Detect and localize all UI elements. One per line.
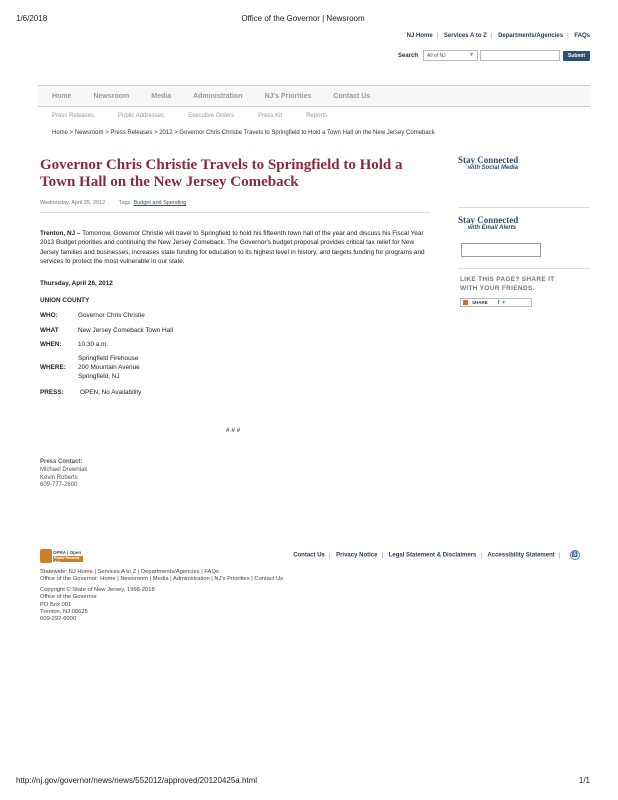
detail-value: Governor Chris Christie: [78, 312, 145, 319]
footer-link-accessibility[interactable]: Accessibility Statement: [487, 552, 555, 559]
share-prompt-line: WITH YOUR FRIENDS.: [460, 284, 535, 292]
end-marker: # # #: [226, 427, 241, 434]
search-submit-button[interactable]: Submit: [563, 51, 590, 61]
detail-key: WHEN:: [40, 341, 62, 348]
detail-key: PRESS:: [40, 389, 64, 396]
footer-statewide[interactable]: Statewide: NJ Home | Services A to Z | Departments/Agencies | FAQs: [40, 569, 219, 575]
breadcrumb[interactable]: Home > Newsroom > Press Releases > 2012 > Governor Chris Christie Travels to Springfield to Hold a Town Hall on the New Jersey Comeback: [52, 130, 435, 136]
tags-label: Tags:: [118, 200, 132, 206]
detail-value: OPEN, No Availability: [80, 389, 142, 396]
nav-newsroom[interactable]: Newsroom: [93, 92, 130, 100]
main-nav: [38, 85, 590, 107]
share-label: SHARE: [472, 300, 488, 305]
search-label: Search: [398, 52, 419, 59]
nav-priorities[interactable]: NJ's Priorities: [264, 92, 312, 100]
print-page-number: 1/1: [578, 776, 590, 785]
footer-nav-text: [40, 569, 283, 584]
search-input[interactable]: [480, 50, 560, 61]
footer-link-privacy[interactable]: Privacy Notice: [336, 552, 378, 559]
util-link-services[interactable]: Services A to Z: [443, 33, 487, 39]
detail-key: WHERE:: [40, 364, 66, 371]
detail-value: New Jersey Comeback Town Hall: [78, 327, 174, 334]
address-line: PO Box 001: [40, 601, 72, 608]
article-lead: [40, 229, 426, 267]
social-subtitle: with Social Media: [468, 165, 519, 171]
chevron-down-icon: ▼: [469, 52, 475, 58]
address-line: Office of the Governor: [40, 594, 97, 601]
detail-value: 10:30 a.m.: [78, 341, 109, 348]
search-bar: [398, 50, 590, 61]
subnav-executive-orders[interactable]: Executive Orders: [188, 113, 235, 119]
accessibility-icon[interactable]: ♿: [571, 552, 579, 558]
footer-links: Contact Us | Privacy Notice | Legal Statement & Disclaimers | Accessibility Statement | ♿: [293, 552, 579, 559]
nav-media[interactable]: Media: [151, 92, 172, 100]
tag-link[interactable]: Budget and Spending: [133, 200, 187, 206]
copyright-line: Copyright © State of New Jersey, 1996-2018: [40, 587, 155, 593]
nav-contact[interactable]: Contact Us: [333, 92, 371, 100]
print-url: http://nj.gov/governor/news/news/552012/approved/20120425a.html: [16, 776, 258, 785]
article-meta: [40, 200, 430, 213]
sub-nav: [52, 113, 351, 119]
page-title: Governor Chris Christie Travels to Springfield to Hold a Town Hall on the New Jersey Comeback: [40, 157, 403, 190]
detail-value: 200 Mountain Avenue: [78, 364, 140, 371]
press-contact: [40, 459, 87, 490]
dateline: Trenton, NJ –: [40, 230, 81, 237]
contact-name: Michael Drewniak: [40, 466, 88, 473]
footer-link-legal[interactable]: Legal Statement & Disclaimers: [388, 552, 477, 559]
address-line: Trenton, NJ 08625: [40, 608, 88, 615]
contact-phone: 609-777-2600: [40, 482, 78, 489]
footer-copyright: [40, 587, 155, 623]
share-prompt-line: LIKE THIS PAGE? SHARE IT: [460, 276, 555, 283]
opra-logo-text: OPRA | Open: [53, 550, 82, 555]
opra-logo[interactable]: [40, 549, 82, 567]
subnav-press-kit[interactable]: Press Kit: [258, 113, 283, 119]
sidebar-divider: [458, 207, 590, 208]
footer-office[interactable]: Office of the Governor: Home | Newsroom | Media | Administration | NJ's Priorities | Contact Us: [40, 576, 284, 583]
search-scope-value: All of NJ: [427, 53, 446, 59]
email-title: Stay Connected: [458, 215, 519, 225]
share-prompt: [460, 276, 554, 293]
print-title: Office of the Governor | Newsroom: [241, 14, 365, 23]
email-alerts-widget[interactable]: [458, 215, 518, 231]
lead-body: Tomorrow, Governor Christie will travel to Springfield to hold his fifteenth town hall of the year and discuss his Fiscal Year 2013 Budget priorities and continuing the New Jersey Comeback. The Governor's budget proposal provides critical tax relief for New Jersey families and businesses, increases state funding for education to its highest level in history, and targets funding for programs and services to protect the most vulnerable in our state.: [40, 230, 425, 266]
address-line: 609-292-6000: [40, 616, 77, 623]
nav-administration[interactable]: Administration: [193, 92, 243, 100]
detail-value: Springfield, NJ: [78, 373, 120, 380]
utility-nav: NJ Home | Services A to Z | Departments/Agencies | FAQs: [406, 33, 590, 39]
twitter-icon: ✦: [501, 299, 506, 306]
event-date: Thursday, April 26, 2012: [40, 280, 113, 287]
print-date: 1/6/2018: [16, 14, 48, 23]
detail-value: Springfield Firehouse: [78, 355, 139, 362]
share-button[interactable]: [460, 298, 532, 307]
search-scope-select[interactable]: [423, 50, 478, 61]
subnav-press-releases[interactable]: Press Releases: [52, 113, 95, 119]
opra-logo-bar: Public Records Act: [53, 556, 83, 562]
email-subtitle: with Email Alerts: [468, 225, 517, 231]
detail-key: WHO:: [40, 312, 58, 319]
opra-emblem: [40, 549, 52, 563]
util-link-faqs[interactable]: FAQs: [574, 33, 590, 39]
footer-link-contact[interactable]: Contact Us: [293, 552, 325, 559]
contact-name: Kevin Roberts: [40, 474, 78, 481]
email-input[interactable]: [461, 243, 541, 257]
subnav-public-addresses[interactable]: Public Addresses: [118, 113, 165, 119]
social-media-widget[interactable]: [458, 155, 518, 171]
share-icon: [463, 300, 468, 305]
press-contact-label: Press Contact:: [40, 459, 83, 465]
util-link-departments[interactable]: Departments/Agencies: [498, 33, 564, 39]
subnav-reports[interactable]: Reports: [306, 113, 328, 119]
article-date: Wednesday, April 25, 2012: [40, 200, 106, 206]
facebook-icon: f: [497, 299, 500, 306]
nav-home[interactable]: Home: [52, 92, 72, 100]
event-county: UNION COUNTY: [40, 297, 90, 304]
util-link-nj-home[interactable]: NJ Home: [406, 33, 433, 39]
detail-key: WHAT: [40, 327, 59, 334]
sidebar-divider: [458, 268, 590, 269]
social-title: Stay Connected: [458, 155, 519, 165]
